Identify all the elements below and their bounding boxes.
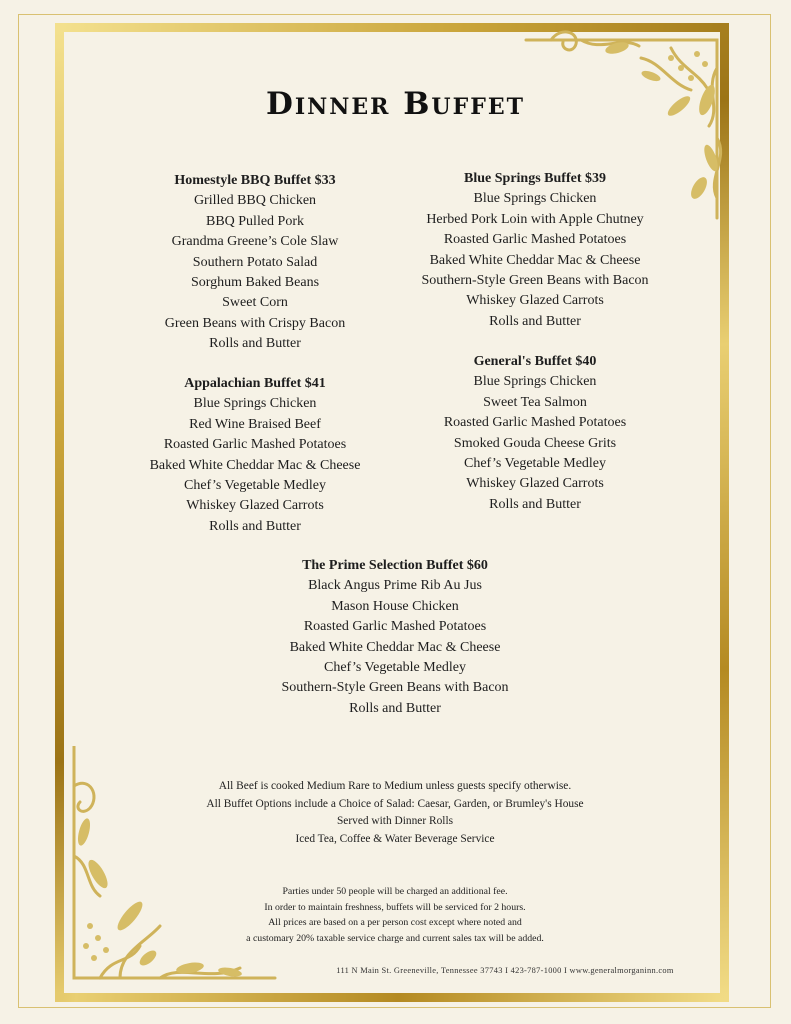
fine-print-line: Parties under 50 people will be charged an additional fee. xyxy=(282,886,508,897)
menu-item: Blue Springs Chicken xyxy=(193,396,317,412)
menu-item: Green Beans with Crispy Bacon xyxy=(164,315,346,331)
menu-item: Grilled BBQ Chicken xyxy=(193,193,317,209)
menu-item: Chef’s Vegetable Medley xyxy=(463,456,607,472)
menu-item: Chef’s Vegetable Medley xyxy=(323,660,467,676)
menu-item: Whiskey Glazed Carrots xyxy=(466,476,604,492)
note-line: Served with Dinner Rolls xyxy=(336,815,454,827)
menu-item: Roasted Garlic Mashed Potatoes xyxy=(443,232,627,248)
buffet-notes xyxy=(150,778,640,848)
menu-section-blue-springs xyxy=(405,169,665,332)
menu-item: Roasted Garlic Mashed Potatoes xyxy=(303,619,487,635)
fine-print-line: In order to maintain freshness, buffets will be serviced for 2 hours. xyxy=(264,901,526,913)
menu-item: Whiskey Glazed Carrots xyxy=(186,498,324,514)
menu-item: Southern-Style Green Beans with Bacon xyxy=(281,680,509,696)
fine-print xyxy=(200,884,590,946)
menu-item: Whiskey Glazed Carrots xyxy=(466,293,604,309)
menu-item: Mason House Chicken xyxy=(331,598,459,614)
menu-item: Southern Potato Salad xyxy=(192,254,318,270)
menu-section-prime xyxy=(245,556,545,719)
menu-item: Roasted Garlic Mashed Potatoes xyxy=(163,437,347,453)
fine-print-line: All prices are based on a per person cost except where noted and xyxy=(268,917,522,929)
section-heading: General's Buffet $40 xyxy=(473,354,597,369)
menu-item: Herbed Pork Loin with Apple Chutney xyxy=(426,211,644,227)
menu-item: Rolls and Butter xyxy=(489,496,581,512)
menu-item: Baked White Cheddar Mac & Cheese xyxy=(149,457,361,473)
menu-item: Grandma Greene’s Cole Slaw xyxy=(171,234,339,250)
menu-item: Rolls and Butter xyxy=(209,518,301,534)
menu-item: Chef’s Vegetable Medley xyxy=(183,478,327,494)
section-heading: The Prime Selection Buffet $60 xyxy=(302,558,488,573)
menu-item: Rolls and Butter xyxy=(209,336,301,352)
menu-item: Blue Springs Chicken xyxy=(473,191,597,207)
menu-item: Rolls and Butter xyxy=(489,313,581,329)
menu-item: Smoked Gouda Cheese Grits xyxy=(453,435,617,451)
note-line: All Buffet Options include a Choice of Salad: Caesar, Garden, or Brumley's House xyxy=(206,797,584,810)
footer-address: 111 N Main St. Greeneville, Tennessee 37743 I 423-787-1000 I www.generalmorganinn.com xyxy=(336,966,674,975)
menu-item: Red Wine Braised Beef xyxy=(189,416,321,432)
menu-item: Sorghum Baked Beans xyxy=(190,275,320,291)
fine-print-line: a customary 20% taxable service charge and current sales tax will be added. xyxy=(246,932,544,944)
menu-section-appalachian xyxy=(130,374,380,537)
note-line: All Beef is cooked Medium Rare to Medium unless guests specify otherwise. xyxy=(218,780,572,792)
menu-section-bbq xyxy=(140,171,370,355)
note-line: Iced Tea, Coffee & Water Beverage Service xyxy=(295,832,495,845)
section-heading: Blue Springs Buffet $39 xyxy=(464,171,606,186)
menu-item: Baked White Cheddar Mac & Cheese xyxy=(289,639,501,655)
menu-item: Baked White Cheddar Mac & Cheese xyxy=(429,252,641,268)
menu-item: BBQ Pulled Pork xyxy=(205,213,304,229)
menu-item: Black Angus Prime Rib Au Jus xyxy=(308,578,482,594)
menu-item: Southern-Style Green Beans with Bacon xyxy=(421,273,649,289)
menu-section-generals xyxy=(405,352,665,515)
menu-item: Sweet Tea Salmon xyxy=(483,394,587,410)
menu-item: Roasted Garlic Mashed Potatoes xyxy=(443,415,627,431)
menu-item: Sweet Corn xyxy=(222,295,288,311)
section-heading: Homestyle BBQ Buffet $33 xyxy=(174,173,336,188)
page-title: Dinner Buffet xyxy=(265,86,525,122)
menu-item: Blue Springs Chicken xyxy=(473,374,597,390)
menu-item: Rolls and Butter xyxy=(349,700,441,716)
section-heading: Appalachian Buffet $41 xyxy=(184,376,326,391)
